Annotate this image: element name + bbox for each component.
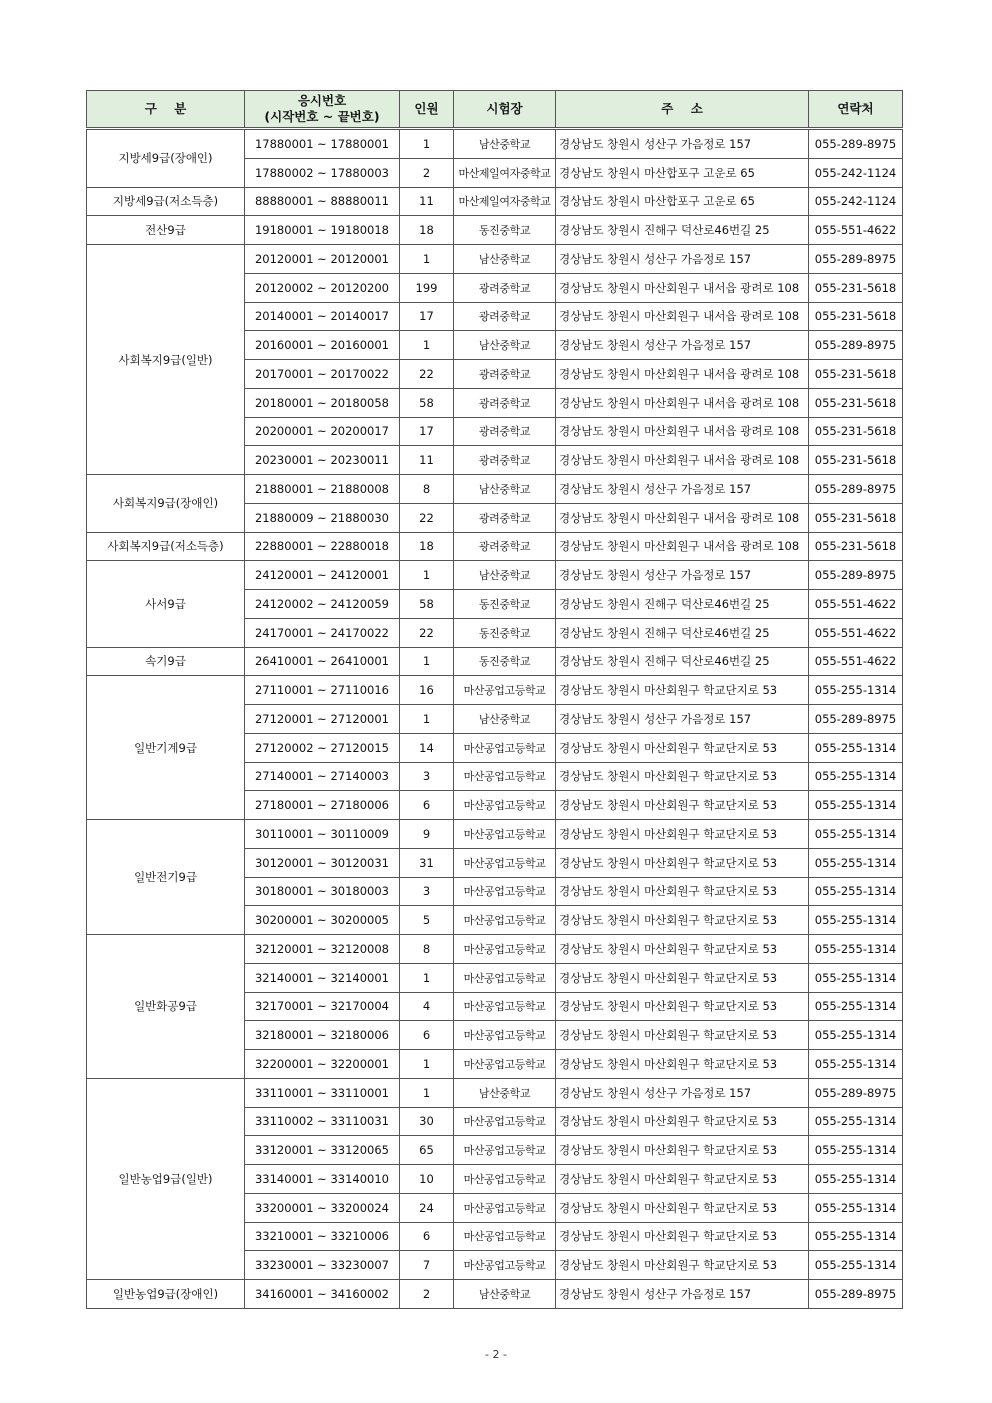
address-cell: 경상남도 창원시 마산회원구 학교단지로 53 (556, 1021, 809, 1050)
phone-cell: 055-551-4622 (809, 590, 903, 619)
count-cell: 9 (400, 820, 454, 849)
exam-number-range-cell: 33110001 ~ 33110001 (245, 1078, 400, 1107)
venue-cell: 마산공업고등학교 (454, 676, 556, 705)
category-cell: 일반화공9급 (87, 935, 245, 1079)
count-cell: 5 (400, 906, 454, 935)
exam-number-range-cell: 17880001 ~ 17880001 (245, 129, 400, 159)
phone-cell: 055-255-1314 (809, 1136, 903, 1165)
venue-cell: 남산중학교 (454, 705, 556, 734)
address-cell: 경상남도 창원시 마산회원구 내서읍 광려로 108 (556, 388, 809, 417)
venue-cell: 광려중학교 (454, 302, 556, 331)
count-cell: 1 (400, 1078, 454, 1107)
phone-cell: 055-255-1314 (809, 848, 903, 877)
exam-number-range-cell: 32180001 ~ 32180006 (245, 1021, 400, 1050)
exam-venue-table (86, 90, 903, 1309)
count-cell: 1 (400, 1050, 454, 1079)
count-cell: 3 (400, 877, 454, 906)
count-cell: 58 (400, 388, 454, 417)
exam-number-range-cell: 30110001 ~ 30110009 (245, 820, 400, 849)
exam-number-range-cell: 27140001 ~ 27140003 (245, 762, 400, 791)
venue-cell: 동진중학교 (454, 216, 556, 245)
phone-cell: 055-289-8975 (809, 705, 903, 734)
category-cell: 일반농업9급(장애인) (87, 1280, 245, 1309)
category-cell: 속기9급 (87, 647, 245, 676)
address-cell: 경상남도 창원시 성산구 가음정로 157 (556, 561, 809, 590)
exam-number-range-cell: 27120002 ~ 27120015 (245, 733, 400, 762)
exam-number-range-cell: 24120002 ~ 24120059 (245, 590, 400, 619)
count-cell: 6 (400, 791, 454, 820)
address-cell: 경상남도 창원시 마산회원구 내서읍 광려로 108 (556, 417, 809, 446)
venue-cell: 광려중학교 (454, 503, 556, 532)
address-cell: 경상남도 창원시 진해구 덕산로46번길 25 (556, 647, 809, 676)
address-cell: 경상남도 창원시 마산회원구 내서읍 광려로 108 (556, 532, 809, 561)
exam-number-range-cell: 34160001 ~ 34160002 (245, 1280, 400, 1309)
phone-cell: 055-551-4622 (809, 216, 903, 245)
category-cell: 일반농업9급(일반) (87, 1078, 245, 1279)
phone-cell: 055-255-1314 (809, 791, 903, 820)
venue-cell: 마산공업고등학교 (454, 1222, 556, 1251)
venue-cell: 마산공업고등학교 (454, 963, 556, 992)
address-cell: 경상남도 창원시 마산회원구 학교단지로 53 (556, 676, 809, 705)
exam-number-range-cell: 20230001 ~ 20230011 (245, 446, 400, 475)
venue-cell: 마산공업고등학교 (454, 820, 556, 849)
venue-cell: 마산공업고등학교 (454, 1021, 556, 1050)
venue-cell: 남산중학교 (454, 129, 556, 159)
venue-cell: 마산공업고등학교 (454, 1136, 556, 1165)
table-row (87, 129, 903, 159)
address-cell: 경상남도 창원시 마산회원구 학교단지로 53 (556, 992, 809, 1021)
table-row (87, 216, 903, 245)
address-cell: 경상남도 창원시 마산회원구 내서읍 광려로 108 (556, 302, 809, 331)
table-row (87, 532, 903, 561)
phone-cell: 055-289-8975 (809, 475, 903, 504)
phone-cell: 055-289-8975 (809, 561, 903, 590)
phone-cell: 055-255-1314 (809, 1107, 903, 1136)
address-cell: 경상남도 창원시 마산회원구 학교단지로 53 (556, 1107, 809, 1136)
phone-cell: 055-255-1314 (809, 762, 903, 791)
address-cell: 경상남도 창원시 성산구 가음정로 157 (556, 705, 809, 734)
header-exam-number: 응시번호 (시작번호 ~ 끝번호) (245, 91, 400, 129)
category-cell: 일반전기9급 (87, 820, 245, 935)
venue-cell: 남산중학교 (454, 1280, 556, 1309)
venue-cell: 광려중학교 (454, 417, 556, 446)
count-cell: 17 (400, 417, 454, 446)
venue-cell: 마산제일여자중학교 (454, 187, 556, 216)
phone-cell: 055-551-4622 (809, 647, 903, 676)
venue-cell: 마산공업고등학교 (454, 1107, 556, 1136)
table-row (87, 475, 903, 504)
count-cell: 14 (400, 733, 454, 762)
exam-number-range-cell: 27180001 ~ 27180006 (245, 791, 400, 820)
count-cell: 2 (400, 158, 454, 187)
venue-cell: 광려중학교 (454, 360, 556, 389)
count-cell: 30 (400, 1107, 454, 1136)
header-contact: 연락처 (809, 91, 903, 129)
address-cell: 경상남도 창원시 마산회원구 학교단지로 53 (556, 762, 809, 791)
address-cell: 경상남도 창원시 마산회원구 학교단지로 53 (556, 820, 809, 849)
venue-cell: 마산공업고등학교 (454, 906, 556, 935)
venue-cell: 마산제일여자중학교 (454, 158, 556, 187)
address-cell: 경상남도 창원시 마산회원구 학교단지로 53 (556, 1222, 809, 1251)
venue-cell: 마산공업고등학교 (454, 1165, 556, 1194)
phone-cell: 055-231-5618 (809, 532, 903, 561)
phone-cell: 055-255-1314 (809, 935, 903, 964)
exam-number-range-cell: 33210001 ~ 33210006 (245, 1222, 400, 1251)
count-cell: 17 (400, 302, 454, 331)
phone-cell: 055-255-1314 (809, 733, 903, 762)
phone-cell: 055-255-1314 (809, 1021, 903, 1050)
header-count: 인원 (400, 91, 454, 129)
count-cell: 7 (400, 1251, 454, 1280)
address-cell: 경상남도 창원시 마산회원구 내서읍 광려로 108 (556, 360, 809, 389)
table-row (87, 647, 903, 676)
venue-cell: 남산중학교 (454, 1078, 556, 1107)
count-cell: 1 (400, 963, 454, 992)
address-cell: 경상남도 창원시 마산회원구 학교단지로 53 (556, 1193, 809, 1222)
exam-number-range-cell: 33200001 ~ 33200024 (245, 1193, 400, 1222)
phone-cell: 055-255-1314 (809, 877, 903, 906)
phone-cell: 055-255-1314 (809, 676, 903, 705)
exam-number-range-cell: 30120001 ~ 30120031 (245, 848, 400, 877)
address-cell: 경상남도 창원시 마산합포구 고운로 65 (556, 187, 809, 216)
exam-number-range-cell: 20160001 ~ 20160001 (245, 331, 400, 360)
count-cell: 11 (400, 187, 454, 216)
address-cell: 경상남도 창원시 마산회원구 학교단지로 53 (556, 1251, 809, 1280)
exam-number-range-cell: 33110002 ~ 33110031 (245, 1107, 400, 1136)
phone-cell: 055-255-1314 (809, 820, 903, 849)
exam-number-range-cell: 20180001 ~ 20180058 (245, 388, 400, 417)
exam-number-range-cell: 88880001 ~ 88880011 (245, 187, 400, 216)
count-cell: 8 (400, 475, 454, 504)
phone-cell: 055-231-5618 (809, 360, 903, 389)
exam-number-range-cell: 26410001 ~ 26410001 (245, 647, 400, 676)
category-cell: 사회복지9급(저소득층) (87, 532, 245, 561)
phone-cell: 055-242-1124 (809, 187, 903, 216)
exam-number-range-cell: 20140001 ~ 20140017 (245, 302, 400, 331)
category-cell: 사서9급 (87, 561, 245, 647)
venue-cell: 동진중학교 (454, 647, 556, 676)
table-row (87, 820, 903, 849)
exam-venue-table-container (86, 90, 903, 1309)
exam-number-range-cell: 33120001 ~ 33120065 (245, 1136, 400, 1165)
table-body (87, 129, 903, 1309)
count-cell: 1 (400, 245, 454, 274)
header-row (87, 91, 903, 129)
venue-cell: 마산공업고등학교 (454, 1251, 556, 1280)
exam-number-range-cell: 21880001 ~ 21880008 (245, 475, 400, 504)
exam-number-range-cell: 32200001 ~ 32200001 (245, 1050, 400, 1079)
count-cell: 10 (400, 1165, 454, 1194)
table-row (87, 561, 903, 590)
exam-number-range-cell: 20120002 ~ 20120200 (245, 273, 400, 302)
count-cell: 8 (400, 935, 454, 964)
table-row (87, 1280, 903, 1309)
venue-cell: 마산공업고등학교 (454, 733, 556, 762)
count-cell: 22 (400, 360, 454, 389)
address-cell: 경상남도 창원시 마산회원구 학교단지로 53 (556, 791, 809, 820)
category-cell: 지방세9급(장애인) (87, 129, 245, 188)
count-cell: 2 (400, 1280, 454, 1309)
address-cell: 경상남도 창원시 마산회원구 내서읍 광려로 108 (556, 446, 809, 475)
exam-number-range-cell: 17880002 ~ 17880003 (245, 158, 400, 187)
venue-cell: 마산공업고등학교 (454, 992, 556, 1021)
exam-number-range-cell: 32170001 ~ 32170004 (245, 992, 400, 1021)
venue-cell: 남산중학교 (454, 245, 556, 274)
phone-cell: 055-255-1314 (809, 992, 903, 1021)
category-cell: 사회복지9급(일반) (87, 245, 245, 475)
phone-cell: 055-255-1314 (809, 1165, 903, 1194)
address-cell: 경상남도 창원시 성산구 가음정로 157 (556, 331, 809, 360)
exam-number-range-cell: 22880001 ~ 22880018 (245, 532, 400, 561)
phone-cell: 055-289-8975 (809, 1078, 903, 1107)
exam-number-range-cell: 24170001 ~ 24170022 (245, 618, 400, 647)
exam-number-range-cell: 21880009 ~ 21880030 (245, 503, 400, 532)
phone-cell: 055-289-8975 (809, 1280, 903, 1309)
count-cell: 3 (400, 762, 454, 791)
address-cell: 경상남도 창원시 마산회원구 학교단지로 53 (556, 1050, 809, 1079)
category-cell: 전산9급 (87, 216, 245, 245)
exam-number-range-cell: 20170001 ~ 20170022 (245, 360, 400, 389)
address-cell: 경상남도 창원시 진해구 덕산로46번길 25 (556, 216, 809, 245)
exam-number-range-cell: 20120001 ~ 20120001 (245, 245, 400, 274)
phone-cell: 055-231-5618 (809, 302, 903, 331)
count-cell: 1 (400, 561, 454, 590)
venue-cell: 남산중학교 (454, 561, 556, 590)
venue-cell: 동진중학교 (454, 618, 556, 647)
phone-cell: 055-231-5618 (809, 503, 903, 532)
count-cell: 1 (400, 647, 454, 676)
header-address: 주 소 (556, 91, 809, 129)
count-cell: 18 (400, 216, 454, 245)
venue-cell: 마산공업고등학교 (454, 791, 556, 820)
venue-cell: 동진중학교 (454, 590, 556, 619)
venue-cell: 마산공업고등학교 (454, 1193, 556, 1222)
count-cell: 6 (400, 1021, 454, 1050)
count-cell: 1 (400, 129, 454, 159)
address-cell: 경상남도 창원시 마산회원구 학교단지로 53 (556, 733, 809, 762)
exam-number-range-cell: 20200001 ~ 20200017 (245, 417, 400, 446)
count-cell: 31 (400, 848, 454, 877)
category-cell: 지방세9급(저소득층) (87, 187, 245, 216)
address-cell: 경상남도 창원시 성산구 가음정로 157 (556, 129, 809, 159)
header-category: 구 분 (87, 91, 245, 129)
address-cell: 경상남도 창원시 진해구 덕산로46번길 25 (556, 590, 809, 619)
venue-cell: 마산공업고등학교 (454, 935, 556, 964)
exam-number-range-cell: 27120001 ~ 27120001 (245, 705, 400, 734)
category-cell: 사회복지9급(장애인) (87, 475, 245, 533)
phone-cell: 055-289-8975 (809, 129, 903, 159)
header-venue: 시험장 (454, 91, 556, 129)
phone-cell: 055-551-4622 (809, 618, 903, 647)
phone-cell: 055-231-5618 (809, 273, 903, 302)
count-cell: 58 (400, 590, 454, 619)
exam-number-range-cell: 33230001 ~ 33230007 (245, 1251, 400, 1280)
count-cell: 199 (400, 273, 454, 302)
exam-number-range-cell: 30200001 ~ 30200005 (245, 906, 400, 935)
phone-cell: 055-255-1314 (809, 906, 903, 935)
table-row (87, 676, 903, 705)
phone-cell: 055-289-8975 (809, 245, 903, 274)
phone-cell: 055-255-1314 (809, 1251, 903, 1280)
table-row (87, 187, 903, 216)
address-cell: 경상남도 창원시 마산회원구 학교단지로 53 (556, 877, 809, 906)
exam-number-range-cell: 19180001 ~ 19180018 (245, 216, 400, 245)
count-cell: 6 (400, 1222, 454, 1251)
count-cell: 65 (400, 1136, 454, 1165)
count-cell: 11 (400, 446, 454, 475)
address-cell: 경상남도 창원시 마산회원구 내서읍 광려로 108 (556, 503, 809, 532)
count-cell: 1 (400, 331, 454, 360)
address-cell: 경상남도 창원시 마산회원구 학교단지로 53 (556, 906, 809, 935)
address-cell: 경상남도 창원시 마산회원구 학교단지로 53 (556, 848, 809, 877)
venue-cell: 마산공업고등학교 (454, 1050, 556, 1079)
address-cell: 경상남도 창원시 마산회원구 학교단지로 53 (556, 1165, 809, 1194)
address-cell: 경상남도 창원시 성산구 가음정로 157 (556, 1280, 809, 1309)
exam-number-range-cell: 30180001 ~ 30180003 (245, 877, 400, 906)
exam-number-range-cell: 33140001 ~ 33140010 (245, 1165, 400, 1194)
count-cell: 24 (400, 1193, 454, 1222)
table-row (87, 935, 903, 964)
venue-cell: 마산공업고등학교 (454, 848, 556, 877)
phone-cell: 055-242-1124 (809, 158, 903, 187)
exam-number-range-cell: 27110001 ~ 27110016 (245, 676, 400, 705)
address-cell: 경상남도 창원시 성산구 가음정로 157 (556, 475, 809, 504)
phone-cell: 055-255-1314 (809, 963, 903, 992)
phone-cell: 055-289-8975 (809, 331, 903, 360)
phone-cell: 055-255-1314 (809, 1193, 903, 1222)
count-cell: 4 (400, 992, 454, 1021)
phone-cell: 055-231-5618 (809, 417, 903, 446)
address-cell: 경상남도 창원시 마산회원구 내서읍 광려로 108 (556, 273, 809, 302)
venue-cell: 광려중학교 (454, 388, 556, 417)
address-cell: 경상남도 창원시 성산구 가음정로 157 (556, 245, 809, 274)
count-cell: 22 (400, 618, 454, 647)
phone-cell: 055-231-5618 (809, 388, 903, 417)
venue-cell: 남산중학교 (454, 331, 556, 360)
venue-cell: 마산공업고등학교 (454, 762, 556, 791)
address-cell: 경상남도 창원시 진해구 덕산로46번길 25 (556, 618, 809, 647)
address-cell: 경상남도 창원시 마산회원구 학교단지로 53 (556, 963, 809, 992)
exam-number-range-cell: 32140001 ~ 32140001 (245, 963, 400, 992)
count-cell: 16 (400, 676, 454, 705)
table-row (87, 245, 903, 274)
address-cell: 경상남도 창원시 마산합포구 고운로 65 (556, 158, 809, 187)
venue-cell: 광려중학교 (454, 273, 556, 302)
venue-cell: 남산중학교 (454, 475, 556, 504)
venue-cell: 광려중학교 (454, 532, 556, 561)
address-cell: 경상남도 창원시 성산구 가음정로 157 (556, 1078, 809, 1107)
phone-cell: 055-231-5618 (809, 446, 903, 475)
phone-cell: 055-255-1314 (809, 1222, 903, 1251)
exam-number-range-cell: 32120001 ~ 32120008 (245, 935, 400, 964)
count-cell: 1 (400, 705, 454, 734)
venue-cell: 광려중학교 (454, 446, 556, 475)
category-cell: 일반기계9급 (87, 676, 245, 820)
phone-cell: 055-255-1314 (809, 1050, 903, 1079)
page-number: - 2 - (485, 1348, 507, 1361)
exam-number-range-cell: 24120001 ~ 24120001 (245, 561, 400, 590)
table-row (87, 1078, 903, 1107)
count-cell: 22 (400, 503, 454, 532)
address-cell: 경상남도 창원시 마산회원구 학교단지로 53 (556, 935, 809, 964)
address-cell: 경상남도 창원시 마산회원구 학교단지로 53 (556, 1136, 809, 1165)
venue-cell: 마산공업고등학교 (454, 877, 556, 906)
count-cell: 18 (400, 532, 454, 561)
